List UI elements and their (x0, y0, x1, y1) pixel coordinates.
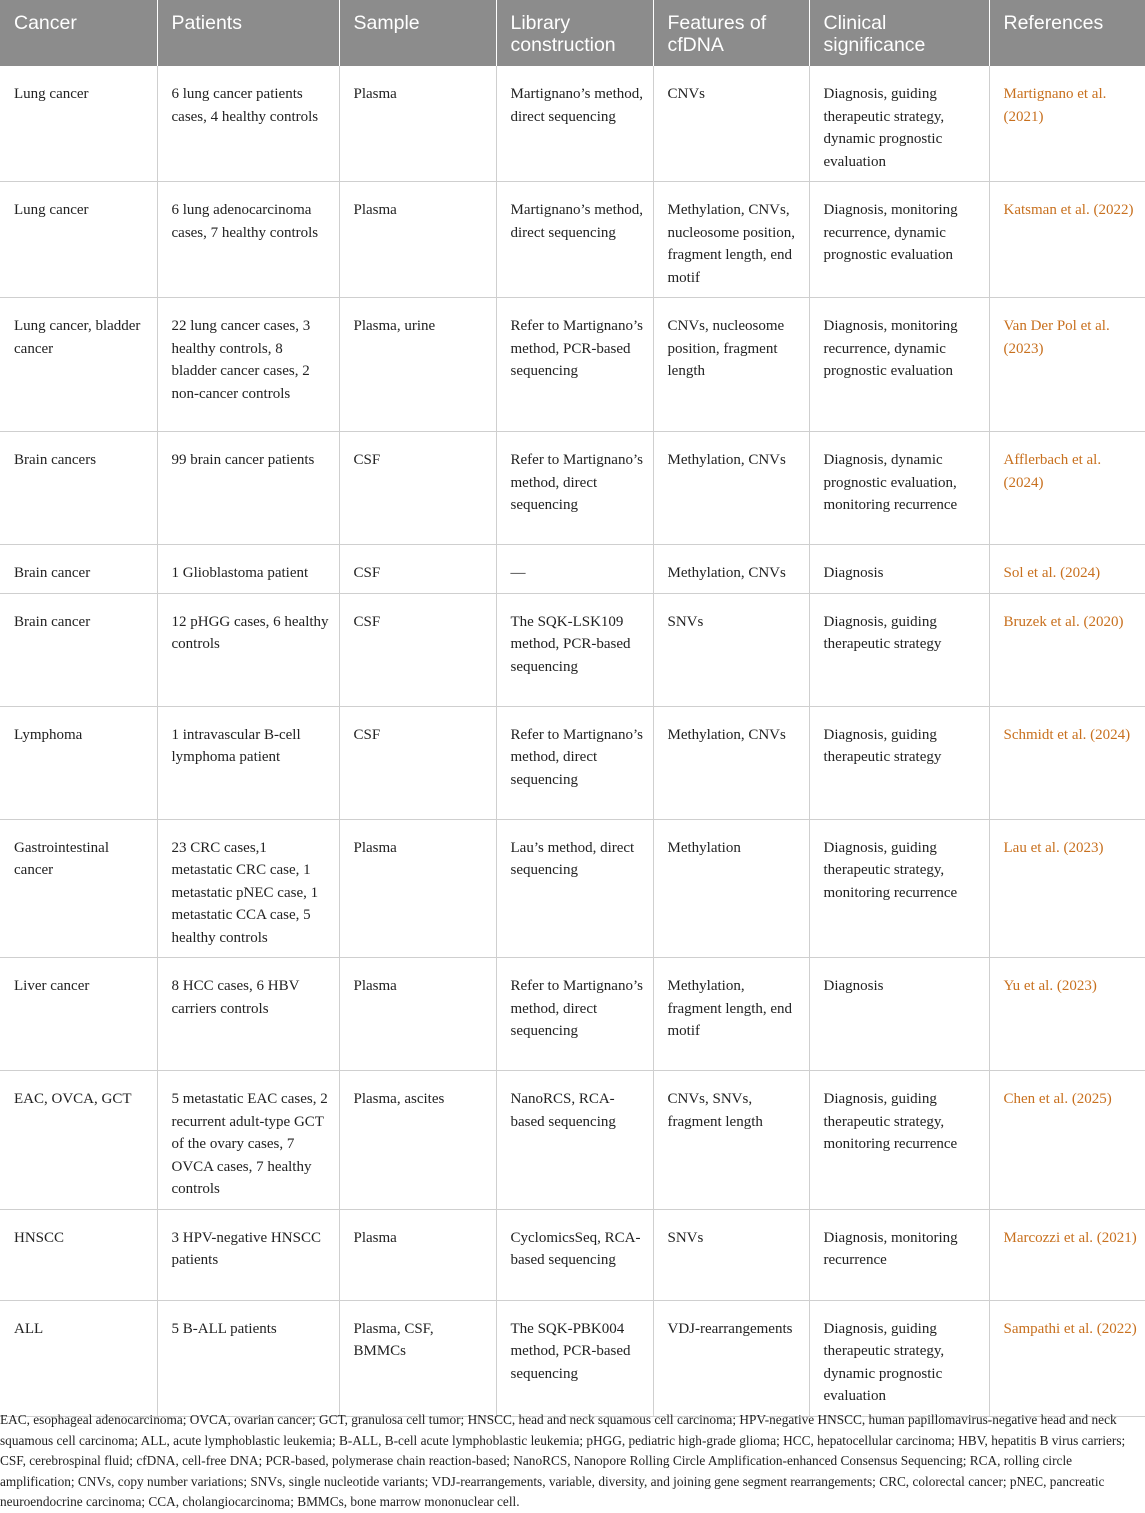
cell-reference[interactable]: Marcozzi et al. (2021) (989, 1209, 1145, 1300)
cell-patients: 5 metastatic EAC cases, 2 recurrent adult-type GCT of the ovary cases, 7 OVCA cases, 7 healthy controls (157, 1071, 339, 1210)
header-row (0, 0, 1145, 66)
cell-cancer: Brain cancer (0, 593, 157, 706)
cell-features-of-cfdna: SNVs (653, 593, 809, 706)
cell-patients: 1 Glioblastoma patient (157, 545, 339, 594)
table-footnote: EAC, esophageal adenocarcinoma; OVCA, ovarian cancer; GCT, granulosa cell tumor; HNSCC, head and neck squamous cell carcinoma; HPV-negative HNSCC, human papillomavirus-negative head and neck squamous cell carcinoma; ALL, acute lymphoblastic leukemia; B-ALL, B-cell acute lymphoblastic leukemia; pHGG, pediatric high-grade glioma; HCC, hepatocellular carcinoma; HBV, hepatitis B virus carriers; CSF, cerebrospinal fluid; cfDNA, cell-free DNA; PCR-based, polymerase chain reaction-based; NanoRCS, Nanopore Rolling Circle Amplification-enhanced Consensus Sequencing; RCA, rolling circle amplification; CNVs, copy number variations; SNVs, single nucleotide variants; VDJ-rearrangements, variable, diversity, and joining gene segment rearrangements; CRC, colorectal cancer; pNEC, pancreatic neuroendocrine carcinoma; CCA, cholangiocarcinoma; BMMCs, bone marrow mononuclear cell. (0, 1412, 1126, 1509)
cell-library-construction: Lau’s method, direct sequencing (496, 819, 653, 958)
cell-patients: 3 HPV-negative HNSCC patients (157, 1209, 339, 1300)
cell-cancer: Brain cancer (0, 545, 157, 594)
cell-reference[interactable]: Katsman et al. (2022) (989, 182, 1145, 298)
cell-library-construction: Refer to Martignano’s method, direct sequencing (496, 432, 653, 545)
cell-library-construction: Martignano’s method, direct sequencing (496, 182, 653, 298)
header-clinical-significance: Clinical significance (809, 0, 989, 66)
cell-library-construction: CyclomicsSeq, RCA-based sequencing (496, 1209, 653, 1300)
cell-patients: 12 pHGG cases, 6 healthy controls (157, 593, 339, 706)
cell-features-of-cfdna: VDJ-rearrangements (653, 1300, 809, 1416)
cell-clinical-significance: Diagnosis, monitoring recurrence, dynamic prognostic evaluation (809, 182, 989, 298)
cell-patients: 6 lung cancer patients cases, 4 healthy controls (157, 66, 339, 182)
cell-clinical-significance: Diagnosis, guiding therapeutic strategy, monitoring recurrence (809, 819, 989, 958)
cell-clinical-significance: Diagnosis, guiding therapeutic strategy (809, 706, 989, 819)
cell-features-of-cfdna: CNVs, nucleosome position, fragment length (653, 298, 809, 432)
cell-library-construction: Refer to Martignano’s method, direct sequencing (496, 958, 653, 1071)
cell-library-construction: Refer to Martignano’s method, direct sequencing (496, 706, 653, 819)
cell-patients: 8 HCC cases, 6 HBV carriers controls (157, 958, 339, 1071)
cell-reference[interactable]: Sol et al. (2024) (989, 545, 1145, 594)
table-row (0, 1209, 1145, 1300)
header-references: References (989, 0, 1145, 66)
cell-features-of-cfdna: Methylation, CNVs, nucleosome position, fragment length, end motif (653, 182, 809, 298)
cell-sample: Plasma (339, 1209, 496, 1300)
table-row (0, 298, 1145, 432)
cell-reference[interactable]: Afflerbach et al. (2024) (989, 432, 1145, 545)
cell-library-construction: — (496, 545, 653, 594)
table-row (0, 593, 1145, 706)
cell-clinical-significance: Diagnosis, monitoring recurrence, dynamic prognostic evaluation (809, 298, 989, 432)
cell-sample: Plasma (339, 819, 496, 958)
cell-reference[interactable]: Chen et al. (2025) (989, 1071, 1145, 1210)
cell-features-of-cfdna: SNVs (653, 1209, 809, 1300)
cell-reference[interactable]: Schmidt et al. (2024) (989, 706, 1145, 819)
cell-patients: 6 lung adenocarcinoma cases, 7 healthy controls (157, 182, 339, 298)
cell-library-construction: NanoRCS, RCA-based sequencing (496, 1071, 653, 1210)
header-sample: Sample (339, 0, 496, 66)
cell-sample: Plasma, ascites (339, 1071, 496, 1210)
cell-sample: Plasma (339, 66, 496, 182)
cell-clinical-significance: Diagnosis, guiding therapeutic strategy, dynamic prognostic evaluation (809, 1300, 989, 1416)
cell-clinical-significance: Diagnosis (809, 545, 989, 594)
cell-clinical-significance: Diagnosis, guiding therapeutic strategy, monitoring recurrence (809, 1071, 989, 1210)
cell-clinical-significance: Diagnosis, guiding therapeutic strategy (809, 593, 989, 706)
cell-sample: CSF (339, 432, 496, 545)
cell-reference[interactable]: Martignano et al. (2021) (989, 66, 1145, 182)
cell-features-of-cfdna: Methylation, CNVs (653, 706, 809, 819)
header-patients: Patients (157, 0, 339, 66)
cell-reference[interactable]: Yu et al. (2023) (989, 958, 1145, 1071)
header-library-construction: Library construction (496, 0, 653, 66)
cell-cancer: Gastrointestinal cancer (0, 819, 157, 958)
cell-patients: 23 CRC cases,1 metastatic CRC case, 1 metastatic pNEC case, 1 metastatic CCA case, 5 healthy controls (157, 819, 339, 958)
cell-sample: Plasma, CSF, BMMCs (339, 1300, 496, 1416)
cell-sample: CSF (339, 706, 496, 819)
cell-library-construction: The SQK-LSK109 method, PCR-based sequencing (496, 593, 653, 706)
cell-features-of-cfdna: CNVs, SNVs, fragment length (653, 1071, 809, 1210)
table-row (0, 66, 1145, 182)
header-cancer: Cancer (0, 0, 157, 66)
cell-sample: CSF (339, 545, 496, 594)
cell-features-of-cfdna: Methylation, CNVs (653, 545, 809, 594)
cell-sample: Plasma (339, 958, 496, 1071)
cell-features-of-cfdna: Methylation, fragment length, end motif (653, 958, 809, 1071)
cell-library-construction: Refer to Martignano’s method, PCR-based sequencing (496, 298, 653, 432)
cell-cancer: Lymphoma (0, 706, 157, 819)
cell-library-construction: The SQK-PBK004 method, PCR-based sequencing (496, 1300, 653, 1416)
table-row (0, 182, 1145, 298)
cell-cancer: ALL (0, 1300, 157, 1416)
cell-features-of-cfdna: Methylation (653, 819, 809, 958)
cell-reference[interactable]: Bruzek et al. (2020) (989, 593, 1145, 706)
cell-cancer: HNSCC (0, 1209, 157, 1300)
cell-cancer: Lung cancer, bladder cancer (0, 298, 157, 432)
table-row (0, 432, 1145, 545)
cell-clinical-significance: Diagnosis (809, 958, 989, 1071)
table-row (0, 706, 1145, 819)
cell-sample: CSF (339, 593, 496, 706)
cell-clinical-significance: Diagnosis, dynamic prognostic evaluation, monitoring recurrence (809, 432, 989, 545)
cell-patients: 99 brain cancer patients (157, 432, 339, 545)
cell-cancer: Brain cancers (0, 432, 157, 545)
table-row (0, 1071, 1145, 1210)
cell-features-of-cfdna: CNVs (653, 66, 809, 182)
cell-sample: Plasma, urine (339, 298, 496, 432)
table-row (0, 958, 1145, 1071)
cell-reference[interactable]: Lau et al. (2023) (989, 819, 1145, 958)
table-row (0, 1300, 1145, 1416)
table-row (0, 819, 1145, 958)
cell-sample: Plasma (339, 182, 496, 298)
cell-patients: 5 B-ALL patients (157, 1300, 339, 1416)
cell-clinical-significance: Diagnosis, guiding therapeutic strategy, dynamic prognostic evaluation (809, 66, 989, 182)
table-row (0, 545, 1145, 594)
cell-reference[interactable]: Van Der Pol et al. (2023) (989, 298, 1145, 432)
cell-cancer: EAC, OVCA, GCT (0, 1071, 157, 1210)
cell-reference[interactable]: Sampathi et al. (2022) (989, 1300, 1145, 1416)
cell-patients: 1 intravascular B-cell lymphoma patient (157, 706, 339, 819)
cell-cancer: Lung cancer (0, 182, 157, 298)
cell-features-of-cfdna: Methylation, CNVs (653, 432, 809, 545)
cell-clinical-significance: Diagnosis, monitoring recurrence (809, 1209, 989, 1300)
table-body (0, 66, 1145, 1416)
cell-cancer: Lung cancer (0, 66, 157, 182)
header-features-of-cfdna: Features of cfDNA (653, 0, 809, 66)
cell-patients: 22 lung cancer cases, 3 healthy controls, 8 bladder cancer cases, 2 non-cancer controls (157, 298, 339, 432)
cell-cancer: Liver cancer (0, 958, 157, 1071)
cell-library-construction: Martignano’s method, direct sequencing (496, 66, 653, 182)
